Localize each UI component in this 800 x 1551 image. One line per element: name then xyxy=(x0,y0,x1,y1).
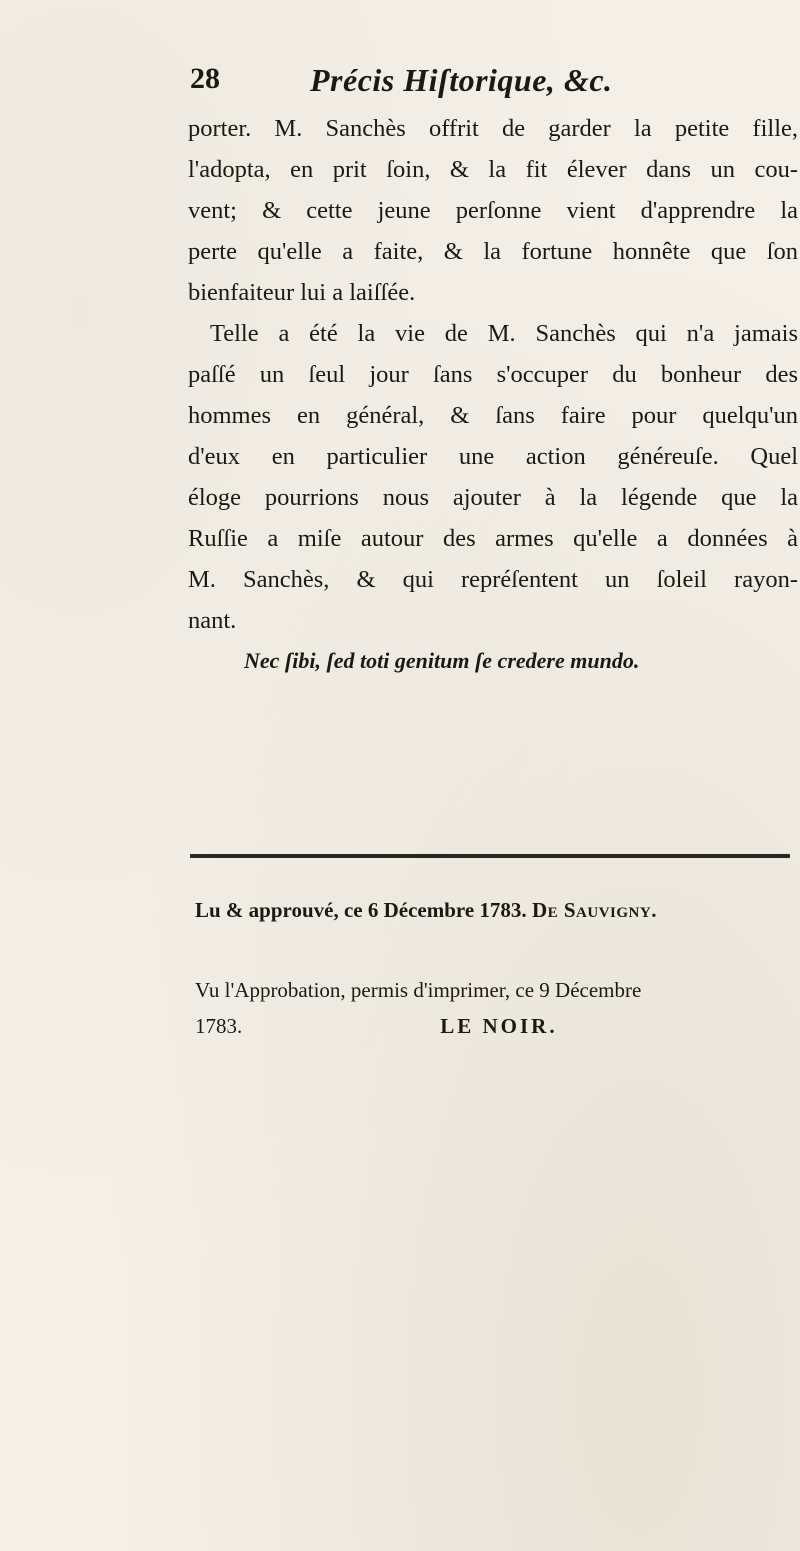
text-line: porter. M. Sanchès offrit de garder la petite fille, xyxy=(188,115,798,142)
body-text xyxy=(188,108,798,641)
page-header xyxy=(190,62,790,102)
imprimatur-year: 1783. xyxy=(195,1014,243,1038)
text-line: hommes en général, & ſans faire pour quelqu'un xyxy=(188,402,798,429)
text-line: vent; & cette jeune perſonne vient d'apprendre la xyxy=(188,197,798,224)
text-line: l'adopta, en prit ſoin, & la fit élever dans un cou- xyxy=(188,156,798,183)
horizontal-rule xyxy=(190,854,790,858)
approval-line xyxy=(195,898,795,923)
imprimatur xyxy=(195,972,795,1044)
text-line: perte qu'elle a faite, & la fortune honnête que ſon xyxy=(188,238,798,265)
text-line: éloge pourrions nous ajouter à la légende que la xyxy=(188,484,798,511)
text-line: bienfaiteur lui a laiſſée. xyxy=(188,279,416,306)
text-line: paſſé un ſeul jour ſans s'occuper du bonheur des xyxy=(188,361,798,388)
imprimatur-signature-row xyxy=(195,1008,795,1044)
imprimatur-signer: LE NOIR. xyxy=(440,1014,558,1038)
approval-text: Lu & approuvé, ce 6 Décembre 1783. xyxy=(195,898,527,922)
imprimatur-text: Vu l'Approbation, permis d'imprimer, ce 9 Décembre xyxy=(195,978,642,1002)
text-line: d'eux en particulier une action généreuſe. Quel xyxy=(188,443,798,470)
text-line: nant. xyxy=(188,607,237,634)
approval-signer: De Sauvigny. xyxy=(531,898,657,922)
text-line: M. Sanchès, & qui repréſentent un ſoleil rayon- xyxy=(188,566,798,593)
text-line: Telle a été la vie de M. Sanchès qui n'a jamais xyxy=(210,320,798,347)
latin-epigraph: Nec ſibi, ſed toti genitum ſe credere mundo. xyxy=(244,648,640,673)
page-number: 28 xyxy=(190,62,220,95)
running-title: Précis Hiſtorique, &c. xyxy=(310,62,613,98)
text-line: Ruſſie a miſe autour des armes qu'elle a données à xyxy=(188,525,798,552)
